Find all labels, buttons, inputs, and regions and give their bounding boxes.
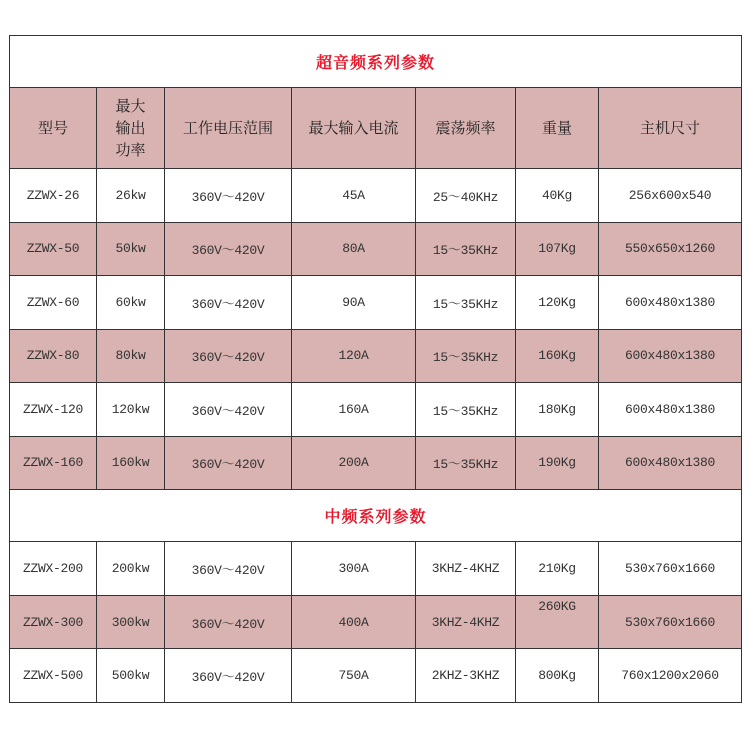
header-voltage: 工作电压范围 xyxy=(165,88,292,169)
cell-current: 45A xyxy=(292,169,416,222)
header-max-power-line1: 最大 xyxy=(115,97,146,116)
cell-frequency: 15～35KHz xyxy=(416,222,516,275)
ultrasonic-section-title-row xyxy=(10,36,742,88)
ultrasonic-section-title: 超音频系列参数 xyxy=(10,36,742,88)
cell-voltage: 360V～420V xyxy=(165,169,292,222)
cell-size: 530x760x1660 xyxy=(599,542,742,595)
table-row xyxy=(10,169,742,222)
cell-size: 600x480x1380 xyxy=(599,276,742,329)
cell-frequency: 15～35KHz xyxy=(416,329,516,382)
header-size: 主机尺寸 xyxy=(599,88,742,169)
cell-weight: 160Kg xyxy=(516,329,599,382)
cell-voltage: 360V～420V xyxy=(165,329,292,382)
cell-frequency: 15～35KHz xyxy=(416,276,516,329)
cell-power: 60kw xyxy=(97,276,165,329)
cell-weight: 120Kg xyxy=(516,276,599,329)
cell-power: 120kw xyxy=(97,383,165,436)
header-max-power-line2: 输出 xyxy=(115,119,146,138)
cell-size: 530x760x1660 xyxy=(599,595,742,648)
medium-section-title: 中频系列参数 xyxy=(10,490,742,542)
medium-section-title-row xyxy=(10,490,742,542)
cell-weight: 107Kg xyxy=(516,222,599,275)
cell-frequency: 25～40KHz xyxy=(416,169,516,222)
cell-current: 300A xyxy=(292,542,416,595)
cell-model: ZZWX-200 xyxy=(10,542,97,595)
cell-weight: 40Kg xyxy=(516,169,599,222)
cell-model: ZZWX-500 xyxy=(10,649,97,703)
table-row xyxy=(10,222,742,275)
cell-voltage: 360V～420V xyxy=(165,383,292,436)
cell-voltage: 360V～420V xyxy=(165,276,292,329)
table-row xyxy=(10,276,742,329)
cell-model: ZZWX-120 xyxy=(10,383,97,436)
cell-current: 90A xyxy=(292,276,416,329)
cell-current: 160A xyxy=(292,383,416,436)
cell-voltage: 360V～420V xyxy=(165,595,292,648)
cell-model: ZZWX-80 xyxy=(10,329,97,382)
cell-frequency: 3KHZ-4KHZ xyxy=(416,542,516,595)
cell-frequency: 15～35KHz xyxy=(416,383,516,436)
cell-power: 50kw xyxy=(97,222,165,275)
cell-frequency: 3KHZ-4KHZ xyxy=(416,595,516,648)
header-current: 最大输入电流 xyxy=(292,88,416,169)
table-row xyxy=(10,329,742,382)
cell-current: 120A xyxy=(292,329,416,382)
cell-weight: 800Kg xyxy=(516,649,599,703)
cell-model: ZZWX-26 xyxy=(10,169,97,222)
table-row xyxy=(10,436,742,489)
cell-frequency: 15～35KHz xyxy=(416,436,516,489)
cell-weight: 190Kg xyxy=(516,436,599,489)
cell-voltage: 360V～420V xyxy=(165,649,292,703)
cell-voltage: 360V～420V xyxy=(165,542,292,595)
cell-size: 600x480x1380 xyxy=(599,329,742,382)
header-model: 型号 xyxy=(10,88,97,169)
cell-power: 200kw xyxy=(97,542,165,595)
header-frequency: 震荡频率 xyxy=(416,88,516,169)
cell-power: 300kw xyxy=(97,595,165,648)
cell-power: 26kw xyxy=(97,169,165,222)
header-max-power xyxy=(97,88,165,169)
cell-model: ZZWX-60 xyxy=(10,276,97,329)
cell-power: 160kw xyxy=(97,436,165,489)
cell-voltage: 360V～420V xyxy=(165,222,292,275)
cell-weight: 210Kg xyxy=(516,542,599,595)
table-row xyxy=(10,595,742,648)
cell-size: 600x480x1380 xyxy=(599,436,742,489)
cell-voltage: 360V～420V xyxy=(165,436,292,489)
cell-weight: 260KG xyxy=(516,595,599,648)
cell-model: ZZWX-50 xyxy=(10,222,97,275)
cell-power: 80kw xyxy=(97,329,165,382)
table-header-row xyxy=(10,88,742,169)
cell-model: ZZWX-160 xyxy=(10,436,97,489)
cell-size: 760x1200x2060 xyxy=(599,649,742,703)
table-row xyxy=(10,542,742,595)
table-row xyxy=(10,649,742,703)
header-weight: 重量 xyxy=(516,88,599,169)
cell-current: 400A xyxy=(292,595,416,648)
cell-size: 550x650x1260 xyxy=(599,222,742,275)
table-row xyxy=(10,383,742,436)
cell-weight: 180Kg xyxy=(516,383,599,436)
cell-current: 750A xyxy=(292,649,416,703)
cell-size: 256x600x540 xyxy=(599,169,742,222)
cell-frequency: 2KHZ-3KHZ xyxy=(416,649,516,703)
header-max-power-line3: 功率 xyxy=(115,141,146,160)
cell-current: 80A xyxy=(292,222,416,275)
cell-size: 600x480x1380 xyxy=(599,383,742,436)
cell-power: 500kw xyxy=(97,649,165,703)
cell-current: 200A xyxy=(292,436,416,489)
cell-model: ZZWX-300 xyxy=(10,595,97,648)
spec-table xyxy=(9,35,742,703)
